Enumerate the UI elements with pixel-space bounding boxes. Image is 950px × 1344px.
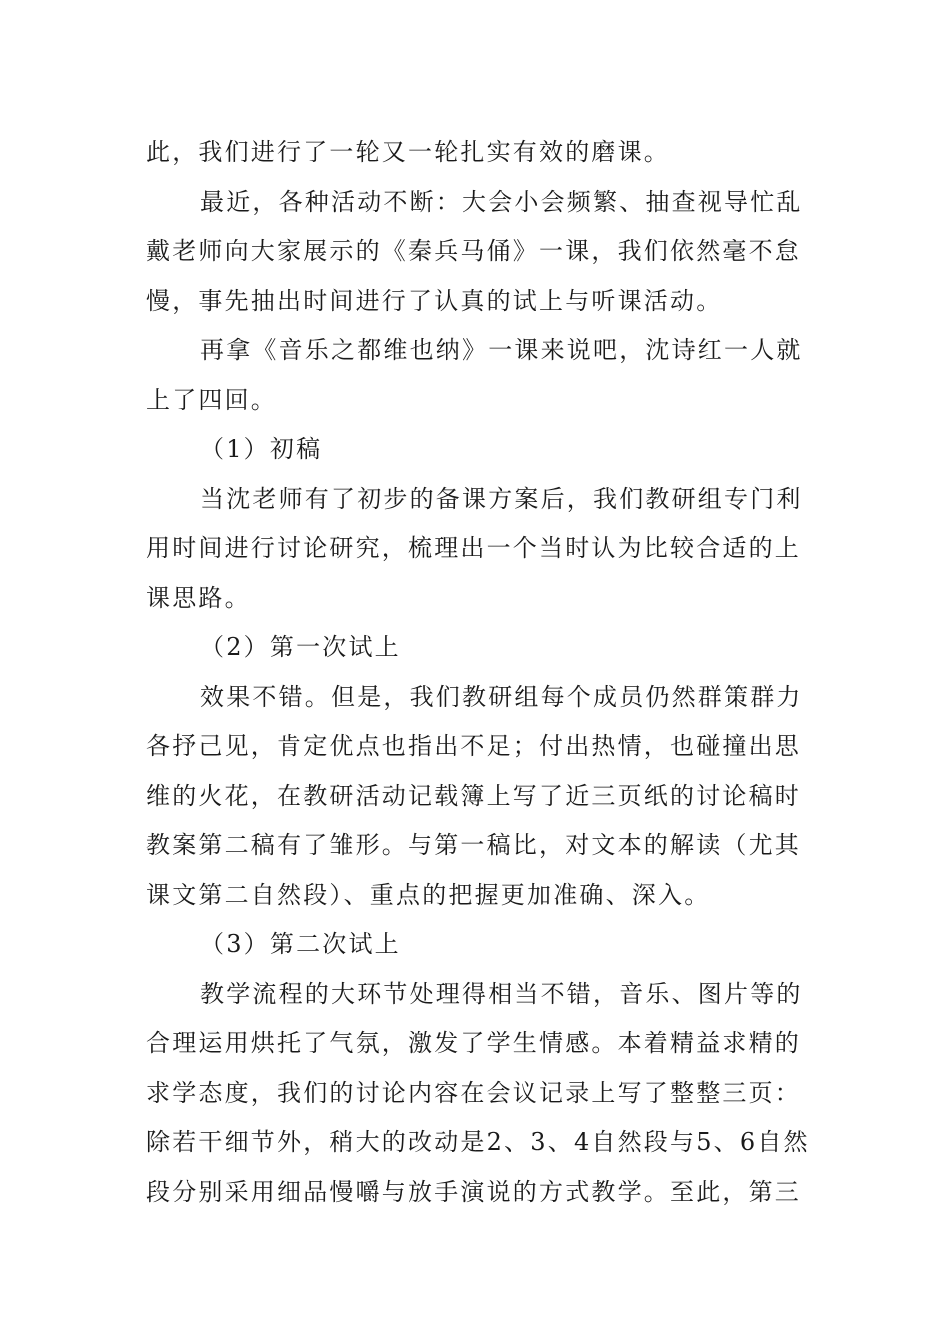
text-line: 课文第二自然段）、重点的把握更加准确、深入。 (146, 880, 711, 909)
text-line: 上了四回。 (146, 385, 277, 414)
text-line: 教案第二稿有了雏形。与第一稿比，对文本的解读（尤其 (146, 831, 801, 859)
text-line: 段分别采用细品慢嚼与放手演说的方式教学。至此，第三 (146, 1177, 801, 1206)
text-line: （1）初稿 (200, 435, 323, 463)
text-line: 此，我们进行了一轮又一轮扎实有效的磨课。 (146, 138, 670, 166)
text-line: 当沈老师有了初步的备课方案后，我们教研组专门利 (200, 484, 803, 513)
text-line: 课思路。 (146, 583, 251, 612)
text-line: 各抒己见，肯定优点也指出不足；付出热情，也碰撞出思 (146, 732, 801, 760)
text-line: 求学态度，我们的讨论内容在会议记录上写了整整三页： (146, 1078, 801, 1107)
text-line: 再拿《音乐之都维也纳》一课来说吧，沈诗红一人就 (200, 336, 803, 364)
text-line: 除若干细节外，稍大的改动是2、3、4自然段与5、6自然 (146, 1128, 810, 1156)
text-line: 效果不错。但是，我们教研组每个成员仍然群策群力 (200, 682, 803, 711)
text-line: 最近，各种活动不断：大会小会频繁、抽查视导忙乱 (200, 187, 803, 216)
text-line: 维的火花，在教研活动记载簿上写了近三页纸的讨论稿时 (146, 781, 801, 810)
text-line: 教学流程的大环节处理得相当不错，音乐、图片等的 (200, 979, 803, 1008)
document-body (146, 128, 810, 1217)
text-line: （3）第二次试上 (200, 930, 401, 958)
text-line: （2）第一次试上 (200, 633, 401, 661)
text-line: 慢，事先抽出时间进行了认真的试上与听课活动。 (146, 286, 723, 315)
text-line: 合理运用烘托了气氛，激发了学生情感。本着精益求精的 (146, 1029, 801, 1057)
text-line: 用时间进行讨论研究，梳理出一个当时认为比较合适的上 (146, 534, 801, 562)
text-line: 戴老师向大家展示的《秦兵马俑》一课，我们依然毫不怠 (146, 237, 801, 265)
